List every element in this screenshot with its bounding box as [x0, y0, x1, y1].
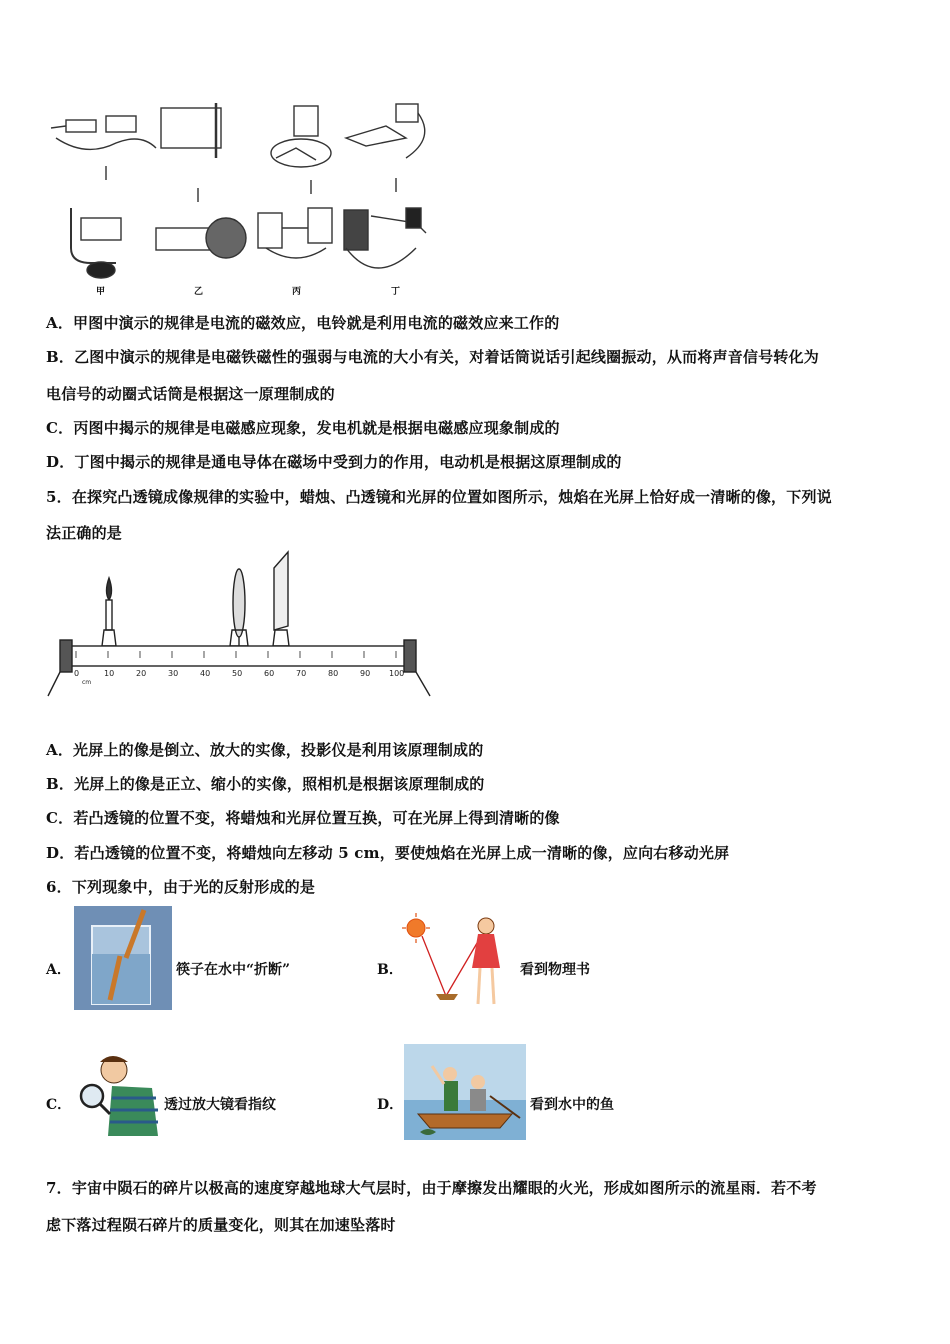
q6-option-b-label: B． — [377, 962, 403, 978]
q4-option-c-label: C． — [46, 419, 74, 437]
q7-question-line1: 7．宇宙中陨石的碎片以极高的速度穿越地球大气层时，由于摩擦发出耀眼的火光，形成如图所示的流星雨．若不考 — [46, 1179, 817, 1197]
q6-option-b-image — [400, 908, 516, 1010]
q4-option-a — [46, 312, 559, 333]
figure-label-yi: 乙 — [194, 287, 204, 297]
q5-option-c-text: 若凸透镜的位置不变，将蜡烛和光屏位置互换，可在光屏上得到清晰的像 — [73, 809, 560, 827]
q4-option-b-label: B． — [46, 348, 75, 366]
q6-option-d-label: D． — [377, 1097, 404, 1113]
q6-option-a-label: A． — [46, 962, 71, 978]
q5-option-d-label: D． — [46, 844, 75, 862]
q6-option-b-caption: 看到物理书 — [520, 962, 590, 978]
glass-with-pencil-icon — [74, 906, 172, 1010]
ruler-tick-90: 90 — [360, 669, 371, 678]
magnifier-icon — [81, 1085, 103, 1107]
q5-option-c-label: C． — [46, 809, 74, 827]
experiment-figure-drawing — [46, 98, 438, 298]
ruler-tick-60: 60 — [264, 669, 275, 678]
q4-option-d — [46, 451, 622, 472]
q6-option-d-image — [404, 1044, 526, 1140]
q4-option-c-text: 丙图中揭示的规律是电磁感应现象，发电机就是根据电磁感应现象制成的 — [73, 419, 560, 437]
ruler-tick-0: 0 — [74, 669, 80, 678]
ruler-tick-40: 40 — [200, 669, 211, 678]
ruler-tick-30: 30 — [168, 669, 179, 678]
q4-option-d-text: 丁图中揭示的规律是通电导体在磁场中受到力的作用，电动机是根据这原理制成的 — [74, 453, 622, 471]
q5-option-a-text: 光屏上的像是倒立、放大的实像，投影仪是利用该原理制成的 — [73, 741, 484, 759]
q6-option-a-caption: 筷子在水中“折断” — [176, 962, 291, 978]
boy-with-magnifier-icon — [72, 1052, 162, 1138]
q5-question-line1: 5．在探究凸透镜成像规律的实验中，蜡烛、凸透镜和光屏的位置如图所示，烛焰在光屏上恰好成一清晰的像，下列说 — [46, 488, 832, 506]
q4-option-d-label: D． — [46, 453, 75, 471]
q4-option-b-text: 乙图中演示的规律是电磁铁磁性的强弱与电流的大小有关，对着话筒说话引起线圈振动，从而将声音信号转化为 — [74, 348, 819, 366]
q5-option-b — [46, 773, 485, 794]
q4-option-b-continued — [46, 383, 335, 404]
q5-option-c — [46, 807, 560, 828]
convex-lens-icon — [233, 569, 245, 637]
q4-option-c — [46, 417, 560, 438]
optical-bench-figure — [46, 548, 436, 703]
sun-icon — [407, 919, 425, 937]
people-in-boat-icon — [404, 1044, 526, 1140]
figure-label-ding: 丁 — [391, 287, 401, 297]
q5-option-d — [46, 842, 729, 863]
figure-label-jia: 甲 — [96, 287, 106, 297]
q4-option-b — [46, 346, 819, 367]
q7-question-line2: 虑下落过程陨石碎片的质量变化，则其在加速坠落时 — [46, 1216, 396, 1234]
ruler-tick-10: 10 — [104, 669, 115, 678]
ruler-tick-80: 80 — [328, 669, 339, 678]
q5-question-line2: 法正确的是 — [46, 524, 123, 542]
ruler-tick-100: 100 — [389, 669, 405, 678]
ruler-tick-70: 70 — [296, 669, 307, 678]
candle-flame-icon — [107, 578, 112, 600]
light-screen-icon — [274, 552, 288, 630]
q5-option-a-label: A． — [46, 741, 74, 759]
q4-option-b-text-2: 电信号的动圈式话筒是根据这一原理制成的 — [46, 385, 335, 403]
q4-option-a-text: 甲图中演示的规律是电流的磁效应，电铃就是利用电流的磁效应来工作的 — [73, 314, 560, 332]
figure-label-bing: 丙 — [292, 287, 302, 297]
experiment-figure — [46, 98, 438, 298]
ruler-unit: cm — [82, 679, 92, 686]
q6-option-c-caption: 透过放大镜看指纹 — [164, 1097, 276, 1113]
q5-option-b-text: 光屏上的像是正立、缩小的实像，照相机是根据该原理制成的 — [74, 775, 485, 793]
q5-option-b-label: B． — [46, 775, 75, 793]
ruler-tick-50: 50 — [232, 669, 243, 678]
q6-option-c-label: C． — [46, 1097, 72, 1113]
ruler-tick-20: 20 — [136, 669, 147, 678]
q4-option-a-label: A． — [46, 314, 74, 332]
q6-question: 6．下列现象中，由于光的反射形成的是 — [46, 878, 316, 896]
q5-option-d-text: 若凸透镜的位置不变，将蜡烛向左移动 5 cm，要使烛焰在光屏上成一清晰的像，应向右移动光屏 — [74, 844, 730, 862]
q6-option-d-caption: 看到水中的鱼 — [530, 1097, 614, 1113]
q5-option-a — [46, 739, 483, 760]
q6-option-a-image — [74, 906, 172, 1010]
optical-bench-drawing — [46, 548, 436, 703]
girl-reading-book-icon — [400, 908, 516, 1010]
q6-option-c-image — [72, 1052, 162, 1138]
